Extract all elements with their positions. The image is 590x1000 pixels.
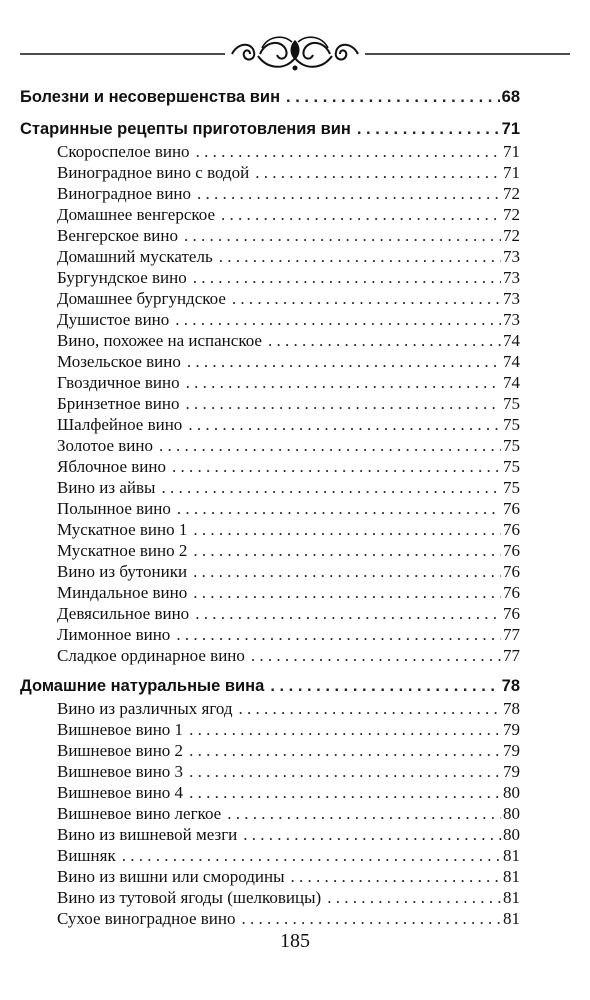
leader-dots <box>193 519 501 540</box>
entry-title: Вишневое вино легкое <box>57 804 222 823</box>
entry-title: Золотое вино <box>57 436 153 455</box>
section-page: 78 <box>501 677 520 695</box>
section-page: 68 <box>501 88 520 106</box>
toc-entry <box>20 267 520 288</box>
toc-entry <box>20 162 520 183</box>
leader-dots <box>327 887 501 908</box>
entry-title: Виноградное вино <box>57 184 192 203</box>
entry-page: 72 <box>503 184 520 203</box>
entry-title: Вишняк <box>57 846 116 865</box>
entry-title: Вино из вишни или смородины <box>57 867 285 886</box>
entry-title: Вишневое вино 1 <box>57 720 184 739</box>
toc-section-heading <box>20 674 520 698</box>
entry-page: 73 <box>503 247 520 266</box>
entry-page: 78 <box>503 699 520 718</box>
entry-title: Вишневое вино 3 <box>57 762 184 781</box>
entry-page: 73 <box>503 268 520 287</box>
leader-dots <box>357 117 500 141</box>
toc-entry <box>20 288 520 309</box>
toc-section-heading <box>20 85 520 109</box>
leader-dots <box>286 85 500 109</box>
toc-entry <box>20 540 520 561</box>
entry-title: Виноградное вино с водой <box>57 163 250 182</box>
leader-dots <box>186 372 501 393</box>
entry-page: 76 <box>503 604 520 623</box>
toc-section <box>20 85 520 109</box>
leader-dots <box>175 309 501 330</box>
toc-entry <box>20 845 520 866</box>
entry-title: Мускатное вино 1 <box>57 520 188 539</box>
entry-title: Лимонное вино <box>57 625 171 644</box>
entry-title: Мозельское вино <box>57 352 181 371</box>
toc-entry <box>20 803 520 824</box>
leader-dots <box>193 561 501 582</box>
entry-page: 76 <box>503 520 520 539</box>
leader-dots <box>270 674 499 698</box>
leader-dots <box>176 624 501 645</box>
toc-entry <box>20 393 520 414</box>
toc-entry <box>20 456 520 477</box>
toc-entry <box>20 582 520 603</box>
toc-entry <box>20 887 520 908</box>
toc-entry <box>20 519 520 540</box>
entry-title: Вино из айвы <box>57 478 156 497</box>
entry-page: 75 <box>503 415 520 434</box>
entry-page: 77 <box>503 646 520 665</box>
entry-title: Девясильное вино <box>57 604 190 623</box>
entry-title: Бургундское вино <box>57 268 187 287</box>
entry-title: Сладкое ординарное вино <box>57 646 245 665</box>
toc-entry <box>20 782 520 803</box>
toc-entry <box>20 225 520 246</box>
entry-page: 76 <box>503 583 520 602</box>
leader-dots <box>193 582 501 603</box>
toc-entry <box>20 246 520 267</box>
toc-entry <box>20 351 520 372</box>
entry-page: 74 <box>503 352 520 371</box>
section-title: Болезни и несовершенства вин <box>20 88 281 106</box>
entry-page: 76 <box>503 499 520 518</box>
leader-dots <box>193 267 501 288</box>
leader-dots <box>243 824 501 845</box>
toc-entry <box>20 761 520 782</box>
entry-title: Домашний мускатель <box>57 247 213 266</box>
entry-page: 73 <box>503 310 520 329</box>
leader-dots <box>189 782 501 803</box>
leader-dots <box>184 225 501 246</box>
toc-entry <box>20 204 520 225</box>
entry-page: 75 <box>503 436 520 455</box>
leader-dots <box>221 204 501 225</box>
entry-page: 81 <box>503 888 520 907</box>
entry-page: 71 <box>503 142 520 161</box>
entry-title: Венгерское вино <box>57 226 178 245</box>
entry-title: Скороспелое вино <box>57 142 190 161</box>
entry-page: 81 <box>503 909 520 928</box>
toc-entry <box>20 414 520 435</box>
entry-title: Вишневое вино 2 <box>57 741 184 760</box>
toc-entry <box>20 866 520 887</box>
entry-page: 74 <box>503 373 520 392</box>
page-number: 185 <box>280 930 310 952</box>
entry-page: 79 <box>503 741 520 760</box>
toc-entry <box>20 824 520 845</box>
leader-dots <box>159 435 501 456</box>
entry-title: Шалфейное вино <box>57 415 183 434</box>
entry-page: 76 <box>503 562 520 581</box>
entry-title: Гвоздичное вино <box>57 373 180 392</box>
entry-page: 80 <box>503 783 520 802</box>
leader-dots <box>239 698 501 719</box>
entry-page: 72 <box>503 226 520 245</box>
leader-dots <box>255 162 501 183</box>
section-page: 71 <box>501 120 520 138</box>
leader-dots <box>197 183 501 204</box>
toc-entry <box>20 561 520 582</box>
toc-entry <box>20 330 520 351</box>
entry-page: 77 <box>503 625 520 644</box>
toc-entry <box>20 183 520 204</box>
toc-entry <box>20 141 520 162</box>
toc-entry <box>20 740 520 761</box>
leader-dots <box>177 498 501 519</box>
leader-dots <box>172 456 501 477</box>
entry-page: 81 <box>503 846 520 865</box>
entry-title: Сухое виноградное вино <box>57 909 236 928</box>
entry-title: Вишневое вино 4 <box>57 783 184 802</box>
entry-title: Полынное вино <box>57 499 171 518</box>
entry-title: Бринзетное вино <box>57 394 180 413</box>
table-of-contents <box>20 85 520 937</box>
entry-page: 72 <box>503 205 520 224</box>
entry-page: 75 <box>503 457 520 476</box>
ornament-divider <box>0 28 590 78</box>
entry-page: 75 <box>503 478 520 497</box>
toc-entry <box>20 498 520 519</box>
toc-section <box>20 117 520 666</box>
toc-entry <box>20 624 520 645</box>
toc-entry <box>20 309 520 330</box>
leader-dots <box>268 330 501 351</box>
entry-page: 81 <box>503 867 520 886</box>
toc-entry <box>20 698 520 719</box>
leader-dots <box>122 845 501 866</box>
leader-dots <box>219 246 501 267</box>
leader-dots <box>232 288 501 309</box>
toc-entry <box>20 719 520 740</box>
entry-page: 79 <box>503 720 520 739</box>
entry-title: Яблочное вино <box>57 457 166 476</box>
entry-title: Вино из бутоники <box>57 562 188 581</box>
leader-dots <box>189 719 501 740</box>
toc-entry <box>20 477 520 498</box>
entry-page: 80 <box>503 825 520 844</box>
leader-dots <box>187 351 501 372</box>
entry-page: 79 <box>503 762 520 781</box>
entry-title: Домашнее бургундское <box>57 289 226 308</box>
toc-entry <box>20 435 520 456</box>
toc-entry <box>20 372 520 393</box>
leader-dots <box>189 740 501 761</box>
toc-entry <box>20 908 520 929</box>
toc-entry <box>20 603 520 624</box>
entry-page: 71 <box>503 163 520 182</box>
leader-dots <box>195 603 501 624</box>
entry-title: Вино из тутовой ягоды (шелковицы) <box>57 888 322 907</box>
entry-title: Душистое вино <box>57 310 170 329</box>
entry-page: 80 <box>503 804 520 823</box>
entry-title: Домашнее венгерское <box>57 205 216 224</box>
entry-page: 73 <box>503 289 520 308</box>
leader-dots <box>251 645 501 666</box>
leader-dots <box>196 141 501 162</box>
leader-dots <box>291 866 501 887</box>
section-title: Старинные рецепты приготовления вин <box>20 120 351 138</box>
entry-title: Мускатное вино 2 <box>57 541 188 560</box>
entry-page: 75 <box>503 394 520 413</box>
entry-title: Миндальное вино <box>57 583 188 602</box>
leader-dots <box>161 477 501 498</box>
entry-title: Вино из различных ягод <box>57 699 233 718</box>
section-title: Домашние натуральные вина <box>20 677 265 695</box>
toc-section <box>20 674 520 929</box>
leader-dots <box>185 393 501 414</box>
entry-title: Вино, похожее на испанское <box>57 331 262 350</box>
leader-dots <box>227 803 501 824</box>
leader-dots <box>241 908 501 929</box>
leader-dots <box>193 540 501 561</box>
entry-page: 74 <box>503 331 520 350</box>
entry-title: Вино из вишневой мезги <box>57 825 238 844</box>
leader-dots <box>188 414 501 435</box>
leader-dots <box>189 761 501 782</box>
toc-section-heading <box>20 117 520 141</box>
entry-page: 76 <box>503 541 520 560</box>
toc-entry <box>20 645 520 666</box>
